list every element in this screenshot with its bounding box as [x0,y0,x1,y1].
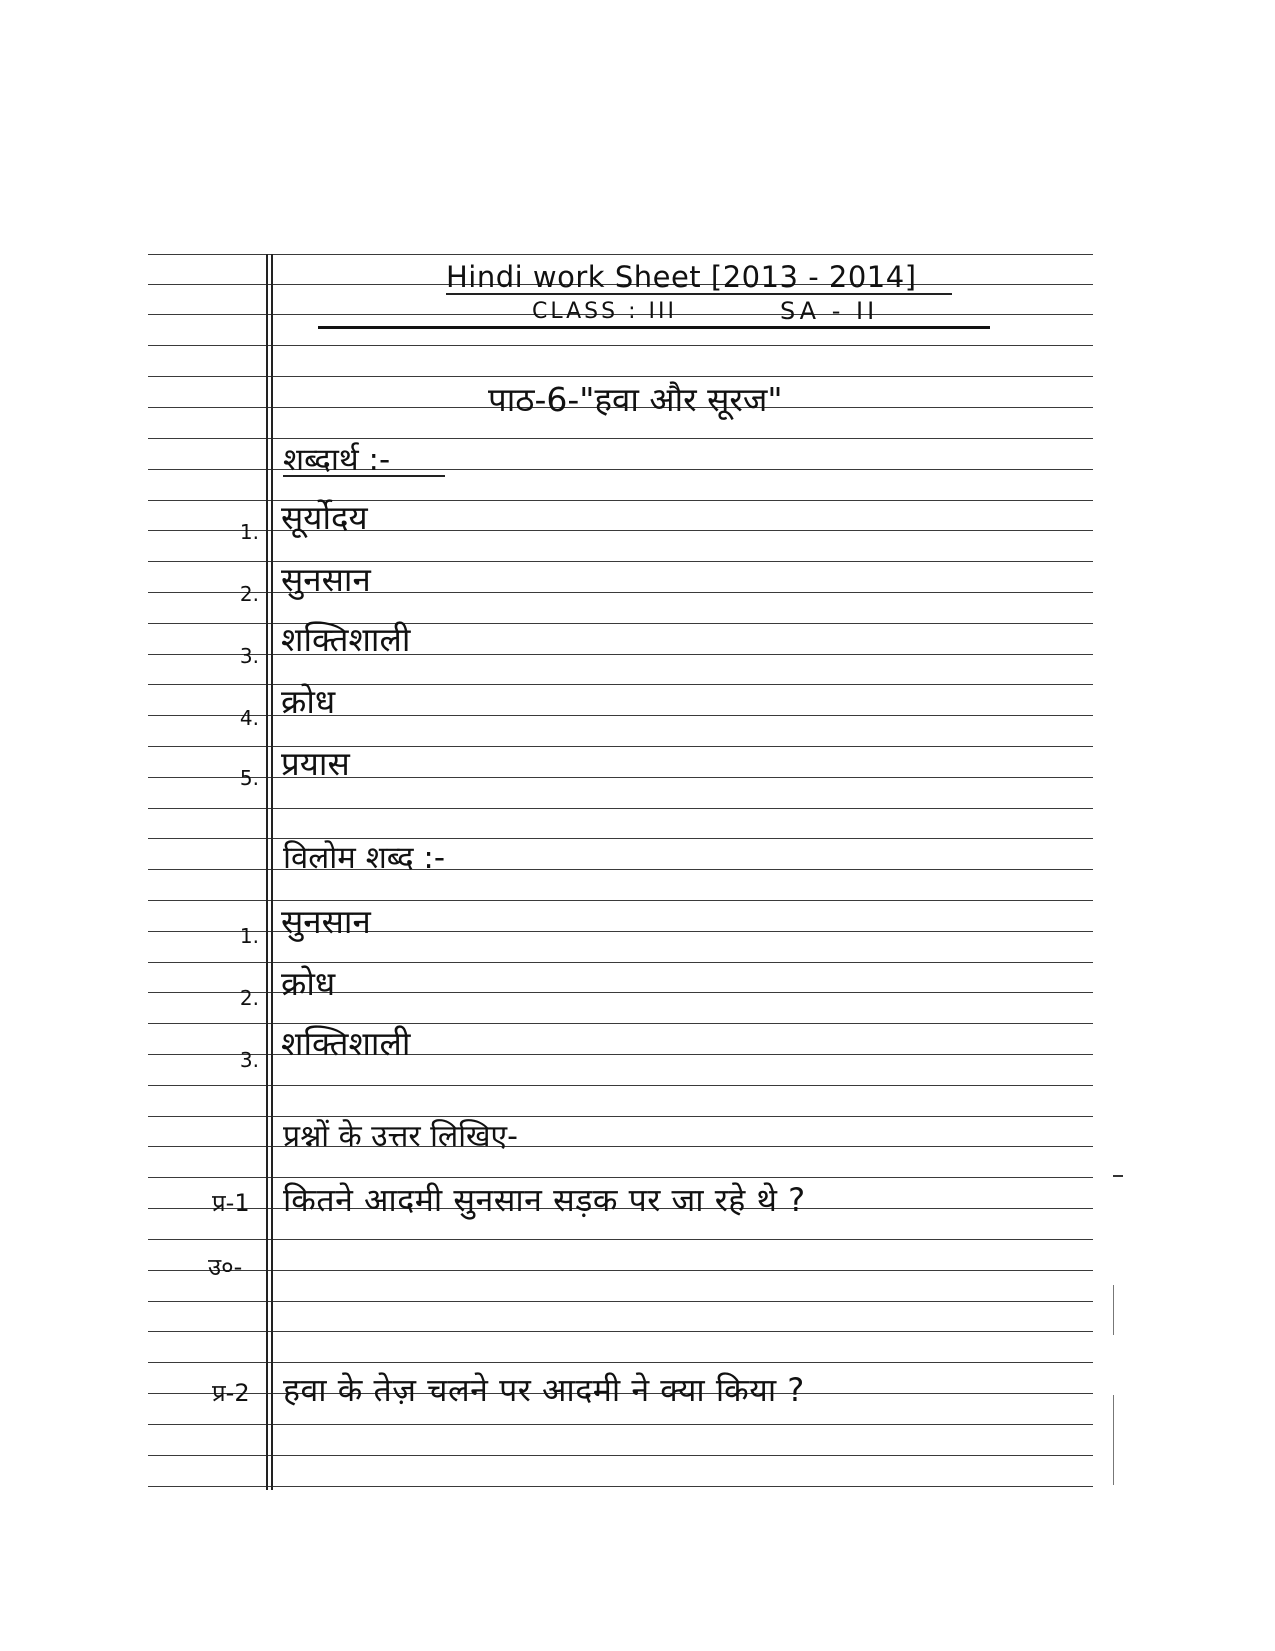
list-item-number: 4. [239,706,259,730]
rule-line [148,345,1093,346]
list-item: सुनसान [281,902,371,941]
question-number: प्र-1 [212,1189,250,1217]
rule-line [148,1455,1093,1456]
rule-line [148,254,1093,255]
list-item: शक्तिशाली [281,620,411,659]
list-item-number: 2. [239,986,259,1010]
title-underline [446,293,952,295]
rule-line [148,1270,1093,1271]
worksheet-title: Hindi work Sheet [2013 - 2014] [446,260,917,294]
rule-line [148,1362,1093,1363]
edge-tick [1113,1175,1123,1177]
edge-mark [1113,1285,1114,1335]
question-text: हवा के तेज़ चलने पर आदमी ने क्या किया ? [283,1371,805,1409]
list-item-number: 5. [239,766,259,790]
class-label: CLASS : III [532,299,677,324]
rule-line [148,1331,1093,1332]
edge-mark [1113,1395,1114,1485]
rule-line [148,808,1093,809]
sa-label: SA - II [780,297,879,325]
list-item-number: 2. [239,582,259,606]
antonyms-heading: विलोम शब्द :- [283,840,446,876]
margin-line [266,254,268,1490]
list-item-number: 3. [239,1048,259,1072]
rule-line [148,1301,1093,1302]
word-meanings-heading: शब्दार्थ :- [283,442,391,478]
list-item-number: 1. [239,924,259,948]
heading-underline [283,475,445,477]
class-underline [318,326,990,329]
rule-line [148,1424,1093,1425]
margin-line [271,254,273,1490]
list-item-number: 3. [239,644,259,668]
list-item-number: 1. [239,520,259,544]
list-item: प्रयास [281,744,350,783]
question-number: प्र-2 [212,1379,250,1407]
answer-label: उ०- [208,1253,243,1281]
questions-heading: प्रश्नों के उत्तर लिखिए- [283,1119,518,1154]
list-item: सुनसान [281,560,371,599]
list-item: सूर्योदय [281,498,368,537]
list-item: क्रोध [281,682,336,721]
list-item: क्रोध [281,964,336,1003]
lesson-title: पाठ-6-"हवा और सूरज" [488,380,783,419]
rule-line [148,1239,1093,1240]
list-item: शक्तिशाली [281,1024,411,1063]
question-text: कितने आदमी सुनसान सड़क पर जा रहे थे ? [283,1181,806,1219]
rule-line [148,1486,1093,1487]
rule-line [148,1085,1093,1086]
